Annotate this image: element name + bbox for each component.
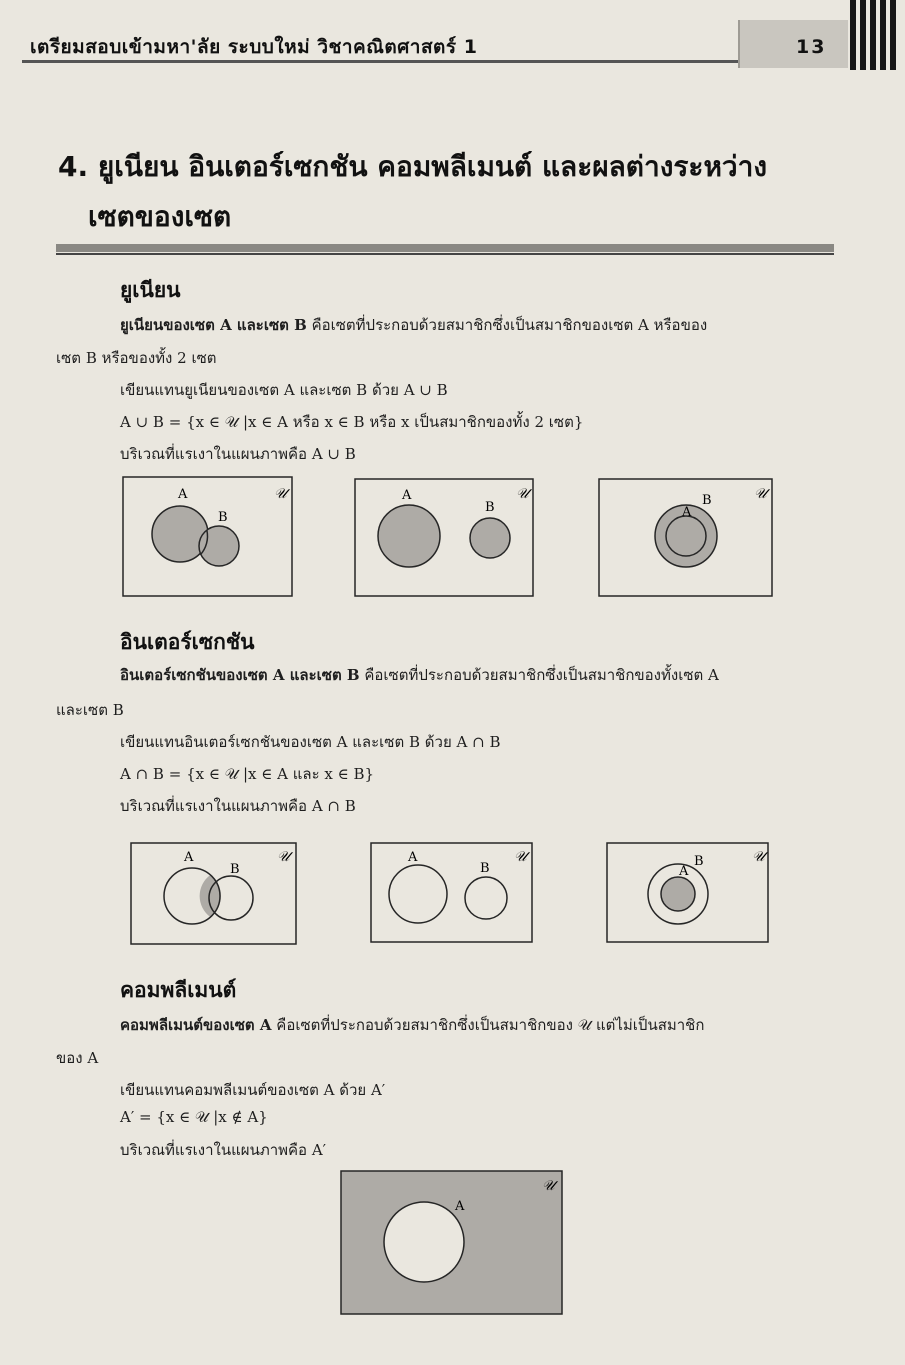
universe-label: 𝒰 [514, 849, 527, 865]
set-b-circle [199, 526, 239, 566]
complement-definition [58, 1014, 848, 1036]
universe-label: 𝒰 [516, 486, 529, 502]
set-a-circle [389, 865, 447, 923]
set-a-label: A [402, 488, 412, 503]
page-number: 13 [796, 36, 827, 58]
universe-label: 𝒰 [274, 486, 287, 502]
complement-definition-cont: ของ A [56, 1049, 99, 1067]
running-header-title: เตรียมสอบเข้ามหา'ลัย ระบบใหม่ วิชาคณิตศาสตร์ 1 [30, 36, 478, 58]
set-b-label: B [694, 854, 704, 869]
set-a-label: A [178, 487, 188, 502]
set-a-circle [384, 1202, 464, 1282]
union-definition-text: คือเซตที่ประกอบด้วยสมาชิกซึ่งเป็นสมาชิกของเซต A หรือของ [306, 316, 708, 334]
section-title [58, 142, 848, 242]
set-a-circle [661, 877, 695, 911]
universe-label: 𝒰 [542, 1178, 555, 1194]
intersection-notation: เขียนแทนอินเตอร์เซกชันของเซต A และเซต B ด้วย A ∩ B [120, 733, 501, 751]
edge-stripes [848, 0, 905, 70]
complement-definition-text: คือเซตที่ประกอบด้วยสมาชิกซึ่งเป็นสมาชิกของ 𝒰 แต่ไม่เป็นสมาชิก [271, 1016, 705, 1034]
complement-heading: คอมพลีเมนต์ [120, 978, 237, 1002]
set-b-label: B [480, 861, 490, 876]
section-title-line1: 4. ยูเนียน อินเตอร์เซกชัน คอมพลีเมนต์ และผลต่างระหว่าง [58, 150, 768, 183]
intersection-diagram-disjoint [370, 842, 534, 944]
set-b-label: B [230, 862, 240, 877]
page-number-box [738, 20, 848, 68]
set-b-label: B [218, 510, 228, 525]
union-shaded-caption: บริเวณที่แรเงาในแผนภาพคือ A ∪ B [120, 445, 356, 463]
intersection-definition-text: คือเซตที่ประกอบด้วยสมาชิกซึ่งเป็นสมาชิกของทั้งเซต A [359, 666, 719, 684]
intersection-definition-term: อินเตอร์เซกชันของเซต A และเซต B [120, 666, 360, 684]
intersection-definition-cont: และเซต B [56, 701, 124, 719]
intersection-heading: อินเตอร์เซกชัน [120, 630, 255, 654]
universe-label: 𝒰 [277, 849, 290, 865]
union-diagram-overlap [122, 476, 294, 598]
intersection-diagram-subset [606, 842, 770, 944]
header-rule [22, 60, 744, 63]
section-title-line2: เซตของเซต [88, 200, 232, 233]
title-rule-thin [56, 253, 834, 255]
union-definition-cont: เซต B หรือของทั้ง 2 เซต [56, 349, 217, 367]
union-notation: เขียนแทนยูเนียนของเซต A และเซต B ด้วย A ∪ B [120, 381, 448, 399]
union-heading: ยูเนียน [120, 278, 181, 302]
union-definition [58, 314, 838, 336]
union-diagram-disjoint [354, 478, 536, 598]
universe-label: 𝒰 [754, 486, 767, 502]
set-a-label: A [679, 864, 689, 879]
set-b-label: B [485, 500, 495, 515]
union-diagram-subset [598, 478, 774, 598]
set-a-label: A [408, 850, 418, 865]
intersection-definition [58, 664, 848, 686]
set-a-label: A [455, 1199, 465, 1214]
set-a-circle [378, 505, 440, 567]
union-definition-term: ยูเนียนของเซต A และเซต B [120, 316, 307, 334]
set-a-label: A [184, 850, 194, 865]
set-b-circle [470, 518, 510, 558]
set-a-label: A [682, 505, 692, 520]
union-formula: A ∪ B = {x ∈ 𝒰 |x ∈ A หรือ x ∈ B หรือ x เป็นสมาชิกของทั้ง 2 เซต} [120, 413, 584, 431]
intersection-formula: A ∩ B = {x ∈ 𝒰 |x ∈ A และ x ∈ B} [120, 765, 375, 783]
complement-shaded-caption: บริเวณที่แรเงาในแผนภาพคือ A′ [120, 1141, 327, 1159]
intersection-diagram-overlap [130, 842, 298, 946]
complement-formula: A′ = {x ∈ 𝒰 |x ∉ A} [120, 1108, 268, 1126]
universe-label: 𝒰 [752, 849, 765, 865]
complement-definition-term: คอมพลีเมนต์ของเซต A [120, 1016, 272, 1034]
set-a-circle [666, 516, 706, 556]
title-rule [56, 244, 834, 252]
set-a-circle [152, 506, 208, 562]
set-b-circle [465, 877, 507, 919]
universe-rect [371, 843, 532, 942]
intersection-shaded-caption: บริเวณที่แรเงาในแผนภาพคือ A ∩ B [120, 797, 356, 815]
complement-notation: เขียนแทนคอมพลีเมนต์ของเซต A ด้วย A′ [120, 1081, 386, 1099]
complement-diagram [340, 1170, 564, 1316]
set-b-label: B [702, 493, 712, 508]
